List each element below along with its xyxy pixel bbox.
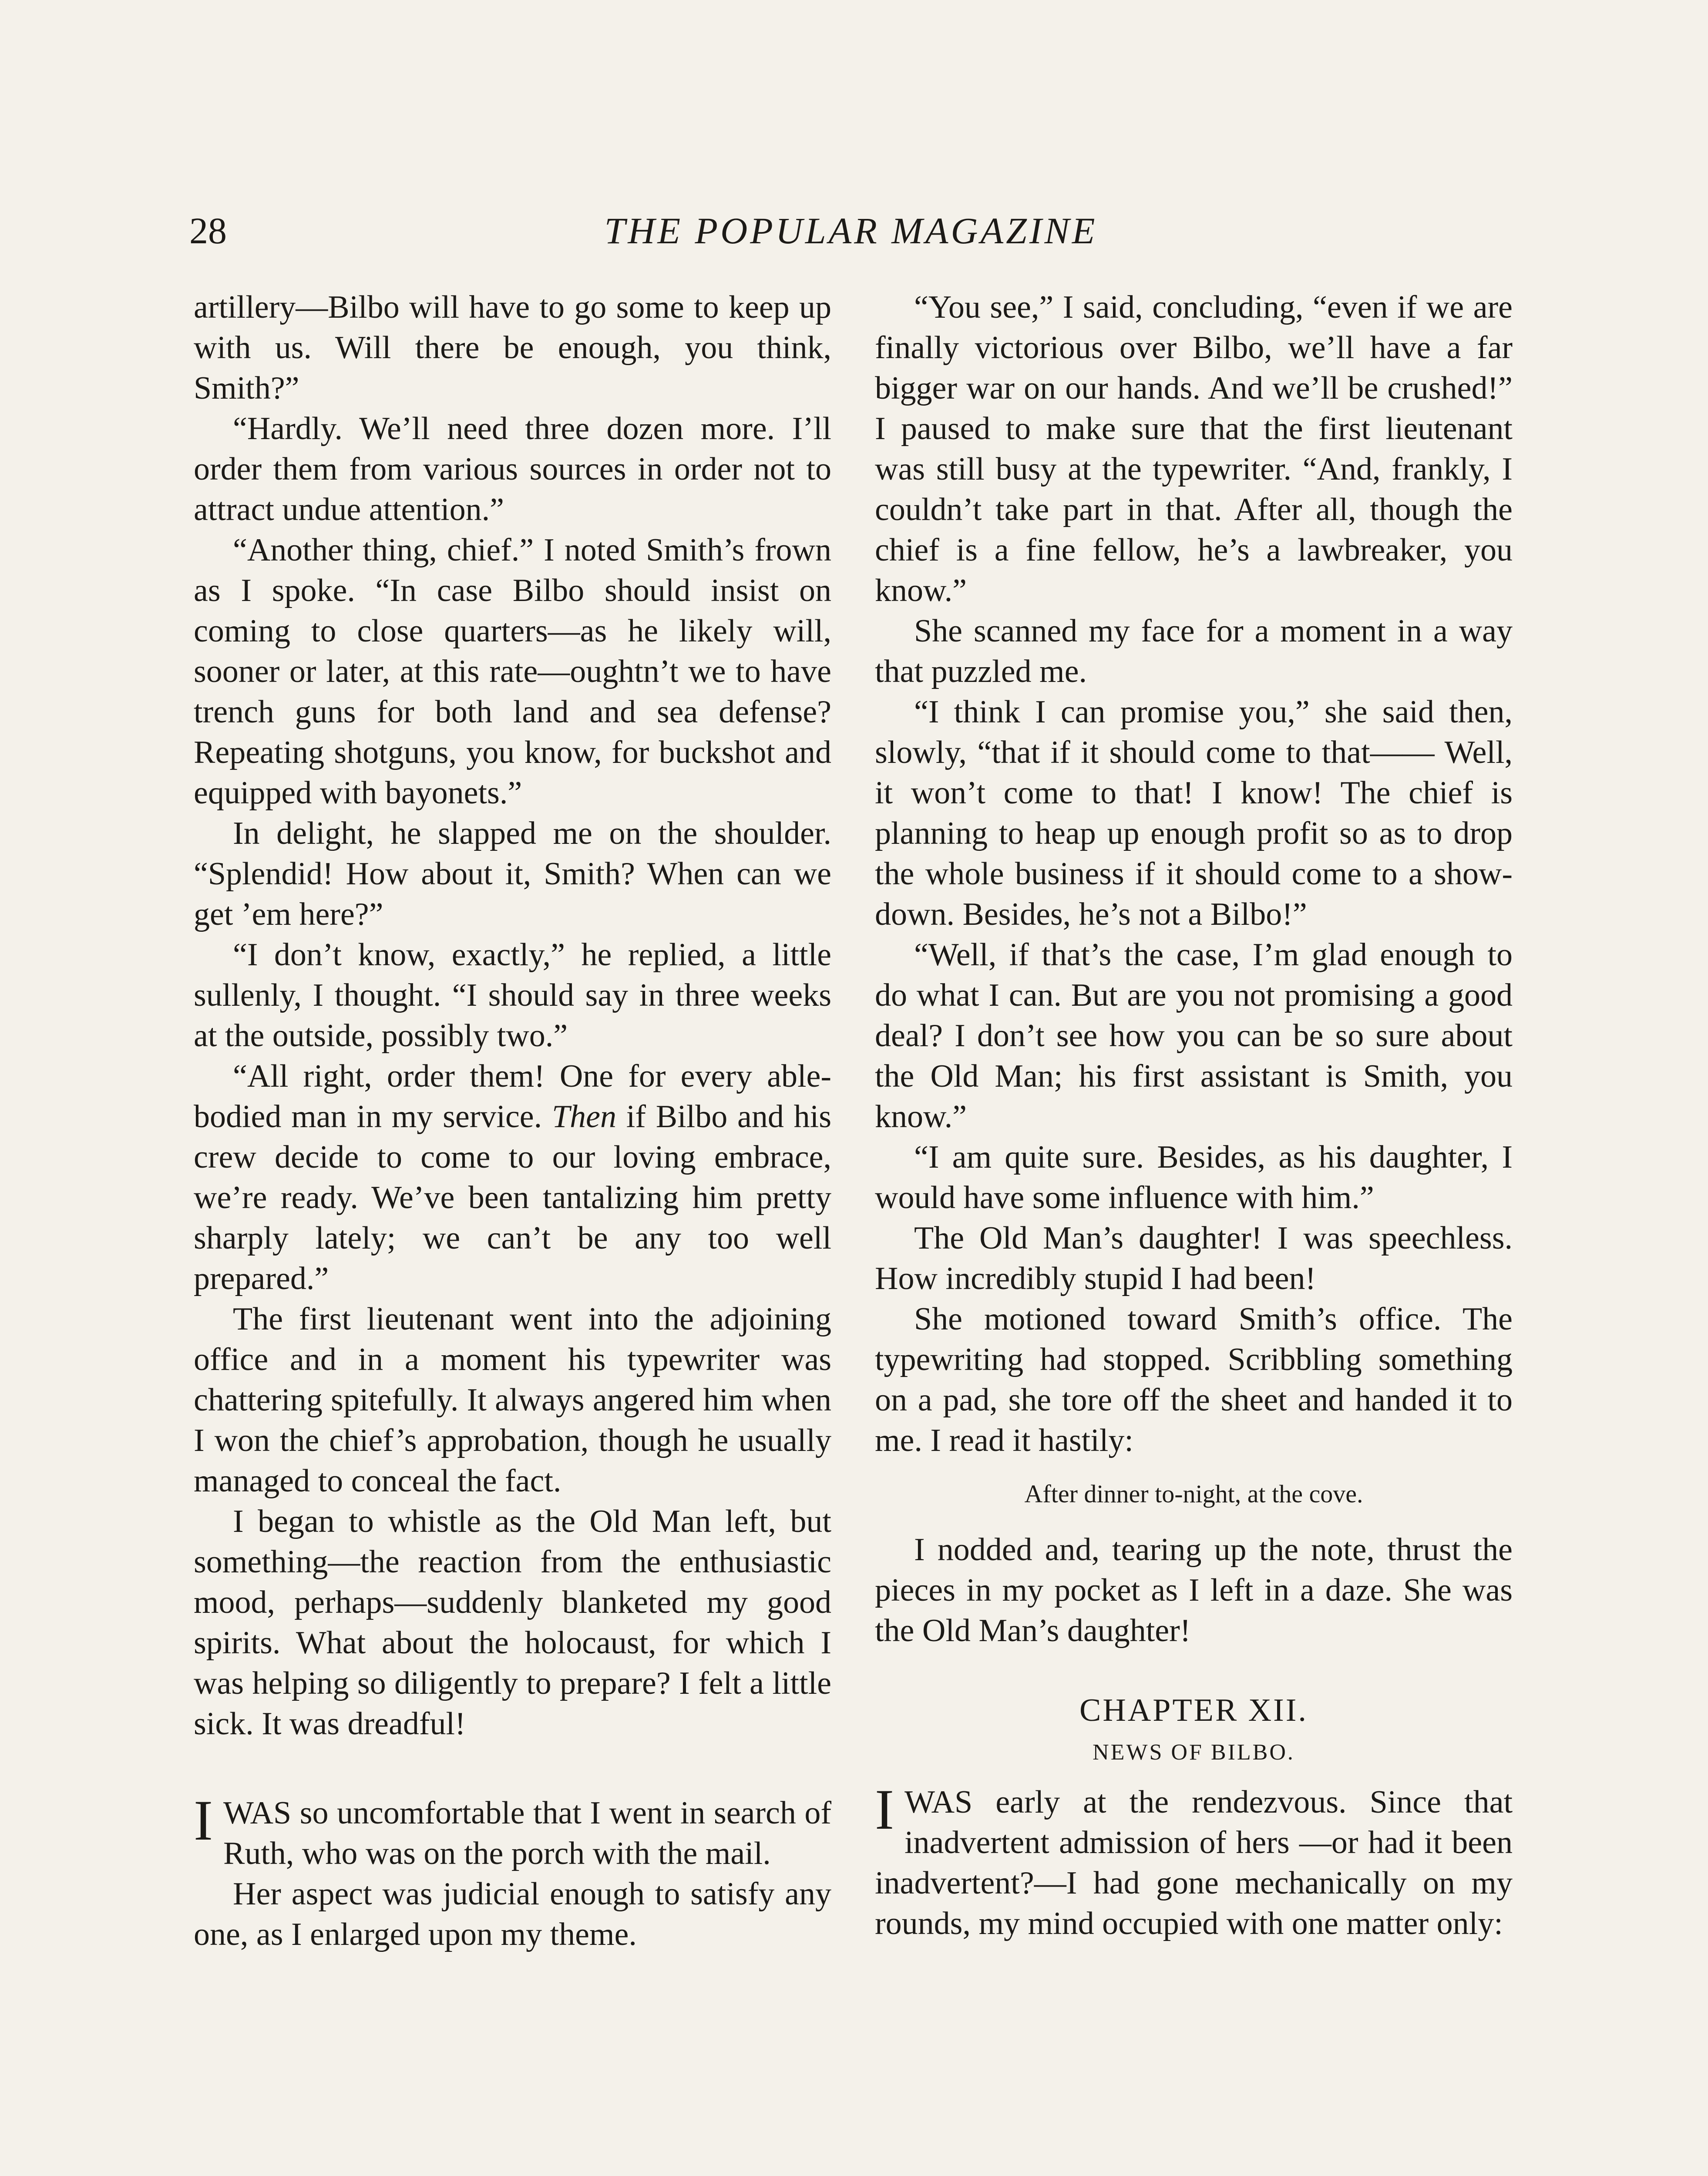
paragraph-text: “All right, order them! One for every able-bodied man in my service.: [194, 1058, 831, 1135]
chapter-heading: CHAPTER XII.: [1079, 1692, 1308, 1728]
page-header: [189, 200, 1513, 261]
paragraph-text: WAS so uncomfortable that I went in search of Ruth, who was on the porch with the mail.: [223, 1795, 831, 1871]
paragraph: In delight, he slapped me on the shoulder. “Splendid! How about it, Smith? When can we get ’em here?”: [194, 816, 831, 932]
left-column: [194, 287, 831, 1955]
paragraph: “I think I can promise you,” she said then, slowly, “that if it should come to that—— Well, it won’t come to that! I know! The chief is planning to heap up enough profit so as to drop the whole business if it should come to a show-down. Besides, he’s not a Bilbo!”: [875, 694, 1513, 932]
paragraph: “Well, if that’s the case, I’m glad enough to do what I can. But are you not promising a good deal? I don’t see how you can be so sure about the Old Man; his first assistant is Smith, you know.”: [875, 937, 1513, 1135]
chapter-opening-paragraph: [875, 1777, 1513, 1944]
paragraph-text: if Bilbo and his crew decide to come to our loving embrace, we’re ready. We’ve been tantalizing him pretty sharply lately; we can’t be any too well prepared.”: [194, 1099, 831, 1296]
paragraph: The first lieutenant went into the adjoining office and in a moment his typewriter was chattering spitefully. It always angered him when I won the chief’s approbation, though he usually managed to conceal the fact.: [194, 1301, 831, 1499]
page-number: 28: [189, 210, 227, 252]
paragraph: [194, 1056, 831, 1299]
paragraph: I nodded and, tearing up the note, thrust the pieces in my pocket as I left in a daze. She was the Old Man’s daughter!: [875, 1532, 1513, 1649]
paragraph: artillery—Bilbo will have to go some to keep up with us. Will there be enough, you think, Smith?”: [194, 289, 831, 406]
handwritten-note-text: After dinner to-night, at the cove.: [1024, 1480, 1363, 1508]
running-title: THE POPULAR MAGAZINE: [604, 210, 1098, 252]
paragraph: Her aspect was judicial enough to satisfy any one, as I enlarged upon my theme.: [194, 1876, 831, 1952]
chapter-subtitle: NEWS OF BILBO.: [1093, 1740, 1295, 1765]
right-column: [875, 287, 1513, 1944]
paragraph: The Old Man’s daughter! I was speechless. How incredibly stupid I had been!: [875, 1220, 1513, 1296]
drop-cap: I: [875, 1777, 894, 1841]
paragraph: She scanned my face for a moment in a way that puzzled me.: [875, 613, 1513, 689]
paragraph-text: WAS early at the rendezvous. Since that inadvertent admission of hers —or had it been inadvertent?—I had gone mechanically on my rounds, my mind occupied with one matter only:: [875, 1784, 1513, 1941]
paragraph: I began to whistle as the Old Man left, but something—the reaction from the enthusiastic mood, perhaps—suddenly blanketed my good spirits. What about the holocaust, for which I was helping so diligently to prepare? I felt a little sick. It was dreadful!: [194, 1504, 831, 1742]
emphasis-text: Then: [551, 1099, 616, 1135]
paragraph: “Another thing, chief.” I noted Smith’s frown as I spoke. “In case Bilbo should insist on coming to close quarters—as he likely will, sooner or later, at this rate—oughtn’t we to have trench guns for both land and sea defense? Repeating shotguns, you know, for buckshot and equipped with bayonets.”: [194, 532, 831, 811]
paragraph: “I am quite sure. Besides, as his daughter, I would have some influence with him.”: [875, 1139, 1513, 1216]
paragraph: “Hardly. We’ll need three dozen more. I’ll order them from various sources in order not to attract undue attention.”: [194, 411, 831, 527]
drop-cap: I: [194, 1788, 213, 1852]
paragraph: “I don’t know, exactly,” he replied, a little sullenly, I thought. “I should say in three weeks at the outside, possibly two.”: [194, 937, 831, 1054]
paragraph: “You see,” I said, concluding, “even if we are finally victorious over Bilbo, we’ll have a far bigger war on our hands. And we’ll be crushed!” I paused to make sure that the first lieutenant was still busy at the typewriter. “And, frankly, I couldn’t take part in that. After all, though the chief is a fine fellow, he’s a lawbreaker, you know.”: [875, 289, 1513, 608]
paragraph: She motioned toward Smith’s office. The typewriting had stopped. Scribbling something on a pad, she tore off the sheet and handed it to me. I read it hastily:: [875, 1301, 1513, 1458]
section-opening-paragraph: [194, 1788, 831, 1874]
